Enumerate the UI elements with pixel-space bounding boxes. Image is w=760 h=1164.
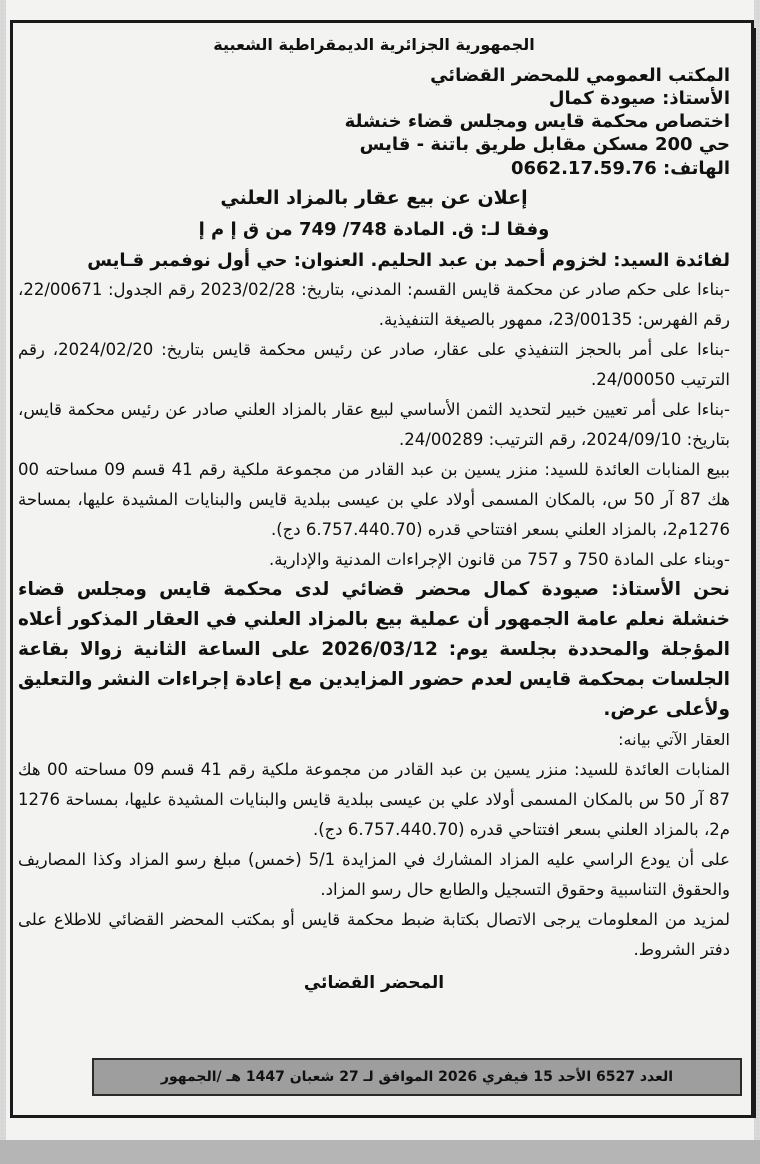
property-heading: العقار الآتي بيانه: <box>618 730 730 749</box>
issue-footer <box>92 1058 742 1096</box>
announcement-title: إعلان عن بيع عقار بالمزاد العلني <box>220 187 528 209</box>
legal-notice <box>18 34 730 1044</box>
paragraph-seizure: -بناءا على أمر بالحجز التنفيذي على عقار، صادر عن رئيس محكمة قايس بتاريخ: 2024/02/20، رقم الترتيب 24/00050. <box>18 340 730 389</box>
phone-number: 0662.17.59.76 <box>510 158 657 179</box>
office-address: حي 200 مسكن مقابل طريق باتنة - قايس <box>359 134 730 155</box>
paragraph-announcement: نحن الأستاذ: صيودة كمال محضر قضائي لدى محكمة قايس ومجلس قضاء خنشلة نعلم عامة الجمهور أن عملية بيع بالمزاد العلني في العقار المذكور أعلاه المؤجلة والمحددة بجلسة يوم: 2026/03/12 على الساعة الثانية زوالا بقاعة الجلسات بمحكمة قايس لعدم حضور المزايدين مع إعادة إجراءات النشر والتعليق ولأعلى عرض. <box>18 579 730 720</box>
paragraph-property: المنابات العائدة للسيد: منزر يسين بن عبد القادر من مجموعة ملكية رقم 41 قسم 09 مساحته 00 هك 87 آر 50 س بالمكان المسمى أولاد علي بن عيسى ببلدية قايس والبنايات المشيدة عليها، بمساحة 1276 م2، بالمزاد العلني بسعر افتتاحي قدره (6.757.440.70 دج). <box>18 760 730 839</box>
column-rule <box>753 28 756 1118</box>
issue-footer-text: العدد 6527 الأحد 15 فيفري 2026 الموافق لـ 27 شعبان 1447 هـ /الجمهور <box>160 1069 674 1085</box>
phone-label: الهاتف: <box>663 158 730 179</box>
paragraph-sale-object: ببيع المنابات العائدة للسيد: منزر يسين بن عبد القادر من مجموعة ملكية رقم 41 قسم 09 مساحته 00 هك 87 آر 50 س، بالمكان المسمى أولاد علي بن عيسى ببلدية قايس والبنايات المشيدة عليها، بمساحة 1276م2، بالمزاد العلني بسعر افتتاحي قدره (6.757.440.70 دج). <box>18 460 731 539</box>
bailiff-name: الأستاذ: صيودة كمال <box>548 88 730 109</box>
paragraph-deposit: على أن يودع الراسي عليه المزاد المشارك في المزايدة 5/1 (خمس) مبلغ رسو المزاد وكذا المصاريف والحقوق التناسبية وحقوق التسجيل والطابع حال رسو المزاد. <box>18 850 730 899</box>
beneficiary: لفائدة السيد: لخزوم أحمد بن عبد الحليم. العنوان: حي أول نوفمبر قـايس <box>87 250 730 271</box>
paragraph-contact: لمزيد من المعلومات يرجى الاتصال بكتابة ضبط محكمة قايس أو بمكتب المحضر القضائي للاطلاع على دفتر الشروط. <box>18 910 730 959</box>
signature: المحضر القضائي <box>303 973 445 993</box>
office-name: المكتب العمومي للمحضر القضائي <box>430 65 730 86</box>
paragraph-judgment: -بناءا على حكم صادر عن محكمة قايس القسم: المدني، بتاريخ: 2023/02/28 رقم الجدول: 22/00671، رقم الفهرس: 23/00135، ممهور بالصيغة التنفيذية. <box>18 280 730 329</box>
republic-title: الجمهورية الجزائرية الديمقراطية الشعبية <box>213 35 535 54</box>
legal-basis: وفقا لـ: ق. المادة 748/ 749 من ق إ م إ <box>198 219 550 240</box>
jurisdiction: اختصاص محكمة قايس ومجلس قضاء خنشلة <box>344 111 730 132</box>
phone-line <box>18 156 730 181</box>
paragraph-expert: -بناءا على أمر تعيين خبير لتحديد الثمن الأساسي لبيع عقار بالمزاد العلني صادر عن رئيس محكمة قايس، بتاريخ: 2024/09/10، رقم الترتيب: 24/00289. <box>18 400 730 449</box>
paragraph-legal-articles: -وبناء على المادة 750 و 757 من قانون الإجراءات المدنية والإدارية. <box>268 550 730 569</box>
page-bottom-strip <box>0 1140 760 1164</box>
